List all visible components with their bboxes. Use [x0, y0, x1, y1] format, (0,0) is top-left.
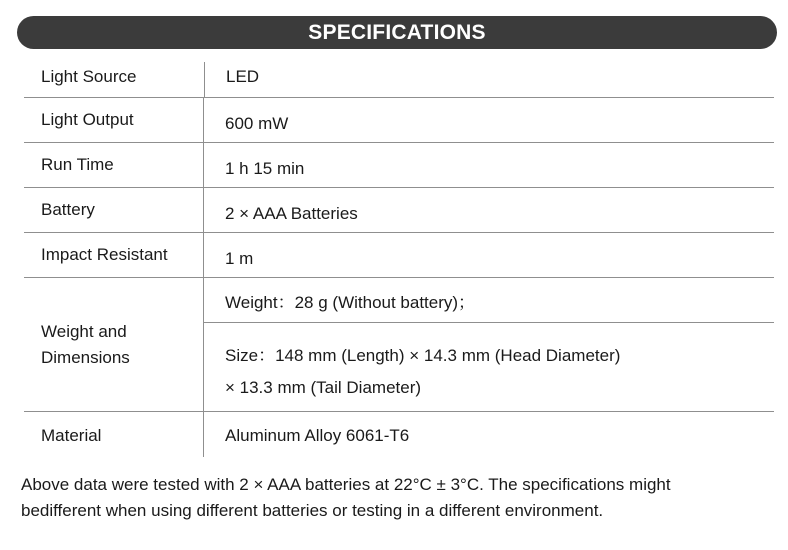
spec-value: Aluminum Alloy 6061-T6	[225, 426, 410, 445]
table-row-material	[24, 412, 774, 457]
spec-value: LED	[204, 62, 774, 97]
size-value	[204, 323, 774, 404]
footnote-line: Above data were tested with 2 × AAA batteries at 22°C ± 3°C. The specifications might	[21, 475, 671, 494]
specifications-table	[24, 62, 774, 457]
footnote	[21, 472, 781, 524]
spec-label-line: Dimensions	[41, 347, 130, 367]
size-value-line: Size：148 mm (Length) × 14.3 mm (Head Diameter)	[225, 346, 621, 365]
spec-label: Run Time	[24, 143, 204, 187]
footnote-line: bedifferent when using different batteries or testing in a different environment.	[21, 501, 604, 520]
table-row-light-source	[24, 62, 774, 98]
spec-label: Impact Resistant	[24, 233, 204, 277]
spec-label: Battery	[24, 188, 204, 232]
spec-value-group	[204, 278, 774, 411]
spec-label: Material	[24, 412, 204, 457]
spec-label	[24, 278, 204, 411]
table-row-battery	[24, 188, 774, 233]
spec-value: 2 × AAA Batteries	[225, 204, 358, 223]
table-row-weight-dimensions	[24, 278, 774, 412]
spec-label: Light Source	[41, 67, 137, 86]
spec-value: 1 m	[225, 249, 254, 268]
size-value-line: × 13.3 mm (Tail Diameter)	[225, 378, 422, 397]
table-row-impact-resistant	[24, 233, 774, 278]
specifications-header	[17, 16, 777, 49]
table-row-run-time	[24, 143, 774, 188]
table-row-light-output	[24, 98, 774, 143]
spec-value: 1 h 15 min	[225, 159, 305, 178]
page-title: SPECIFICATIONS	[308, 20, 486, 44]
spec-label-line: Weight and	[41, 321, 127, 341]
spec-label: Light Output	[24, 98, 204, 142]
spec-value: 600 mW	[225, 114, 289, 133]
weight-value: Weight：28 g (Without battery)；	[204, 278, 774, 323]
